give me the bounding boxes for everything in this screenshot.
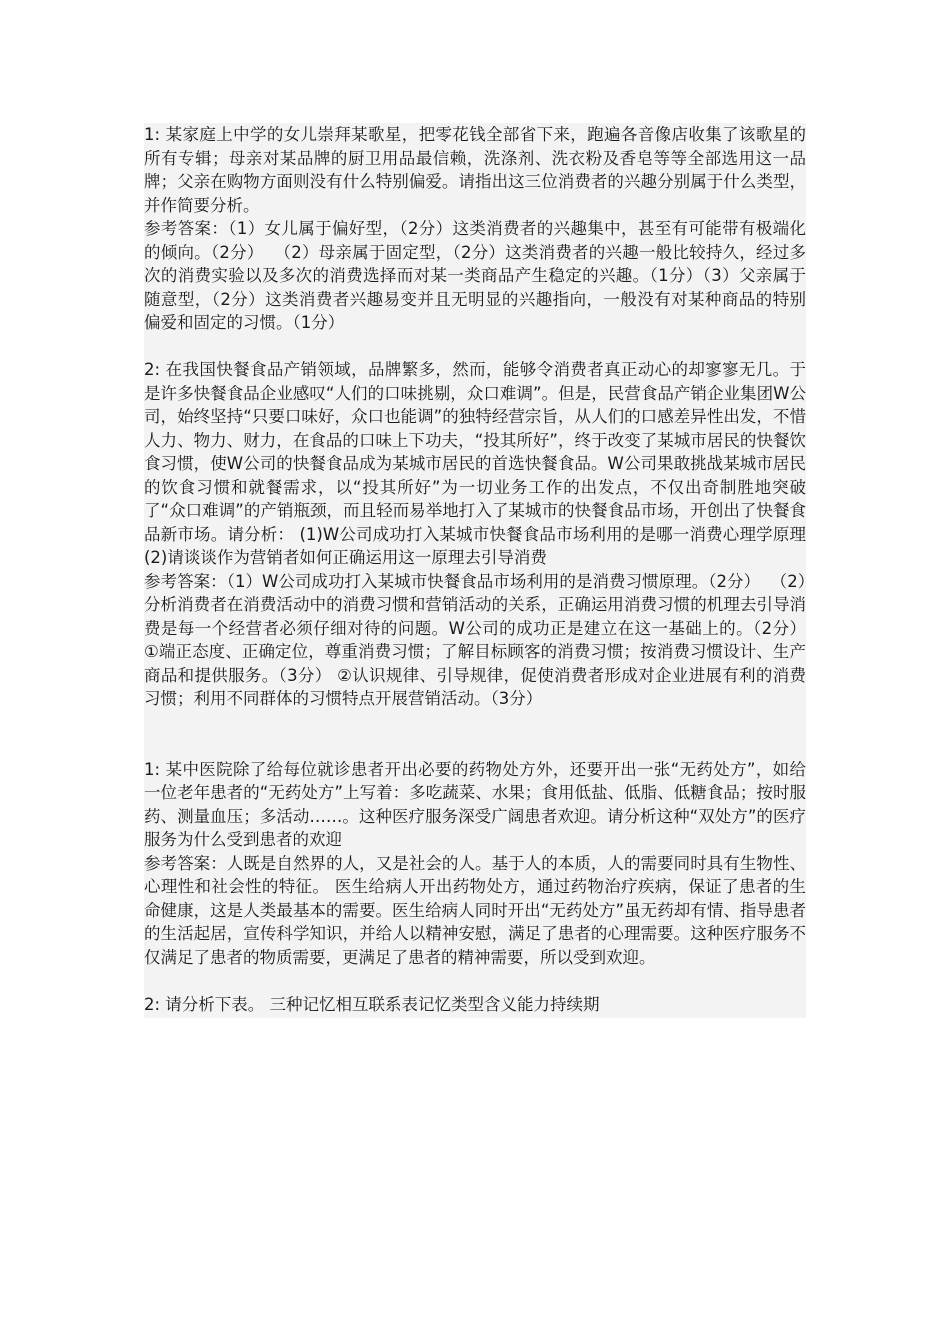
question-1-text: 1: 某家庭上中学的女儿崇拜某歌星，把零花钱全部省下来，跑遍各音像店收集了该歌星的所有专辑；母亲对某品牌的厨卫用品最信赖，洗涤剂、洗衣粉及香皂等等全部选用这一品牌；父亲在购物方面则没有什么特别偏爱。请指出这三位消费者的兴趣分别属于什么类型，并作简要分析。 — [144, 125, 806, 215]
answer-3-text: 参考答案：人既是自然界的人，又是社会的人。基于人的本质，人的需要同时具有生物性、心理性和社会性的特征。 医生给病人开出药物处方，通过药物治疗疾病，保证了患者的生命健康，这是人类最基本的需要。医生给病人同时开出“无药处方”虽无药却有情、指导患者的生活起居，宣传科学知识，并给人以精神安慰，满足了患者的心理需要。这种医疗服务不仅满足了患者的物质需要，更满足了患者的精神需要，所以受到欢迎。 — [144, 853, 806, 967]
question-2-text: 2: 在我国快餐食品产销领域，品牌繁多，然而，能够令消费者真正动心的却寥寥无几。于是许多快餐食品企业感叹“人们的口味挑剔，众口难调”。但是，民营食品产销企业集团W公司，始终坚持“只要口味好，众口也能调”的独特经营宗旨，从人们的口感差异性出发，不惜人力、物力、财力，在食品的口味上下功夫，“投其所好”，终于改变了某城市居民的快餐饮食习惯，使W公司的快餐食品成为某城市居民的首选快餐食品。W公司果敢挑战某城市居民的饮食习惯和就餐需求，以“投其所好”为一切业务工作的出发点，不仅出奇制胜地突破了“众口难调”的产销瓶颈，而且轻而易举地打入了某城市的快餐食品市场，开创出了快餐食品新市场。请分析： (1)W公司成功打入某城市快餐食品市场利用的是哪一消费心理学原理 (2)请谈谈作为营销者如何正确运用这一原理去引导消费 — [144, 360, 812, 567]
answer-1-text: 参考答案：（1）女儿属于偏好型，（2分）这类消费者的兴趣集中，甚至有可能带有极端化的倾向。（2分） （2）母亲属于固定型，（2分）这类消费者的兴趣一般比较持久，经过多次的消费实验以及多次的消费选择而对某一类商品产生稳定的兴趣。（1分）（3）父亲属于随意型，（2分）这类消费者兴趣易变并且无明显的兴趣指向，一般没有对某种商品的特别偏爱和固定的习惯。（1分） — [144, 219, 806, 332]
paragraph-spacer — [144, 969, 806, 993]
question-4-text: 2: 请分析下表。 三种记忆相互联系表记忆类型含义能力持续期 — [144, 994, 600, 1014]
paragraph-spacer — [144, 335, 806, 359]
section-spacer — [144, 711, 806, 758]
document-page — [144, 123, 812, 1018]
answer-2-text: 参考答案：（1）W公司成功打入某城市快餐食品市场利用的是消费习惯原理。（2分） （2）分析消费者在消费活动中的消费习惯和营销活动的关系，正确运用消费习惯的机理去引导消费是每一个经营者必须仔细对待的问题。W公司的成功正是建立在这一基础上的。（2分） ①端正态度、正确定位，尊重消费习惯；了解目标顾客的消费习惯；按消费习惯设计、生产商品和提供服务。（3分） ②认识规律、引导规律，促使消费者形成对企业进展有利的消费习惯；利用不同群体的习惯特点开展营销活动。（3分） — [144, 571, 812, 708]
question-3-text: 1: 某中医院除了给每位就诊患者开出必要的药物处方外，还要开出一张“无药处方”，如给一位老年患者的“无药处方”上写着：多吃蔬菜、水果；食用低盐、低脂、低糖食品；按时服药、测量血压；多活动……。这种医疗服务深受广阔患者欢迎。请分析这种“双处方”的医疗服务为什么受到患者的欢迎 — [144, 759, 806, 849]
